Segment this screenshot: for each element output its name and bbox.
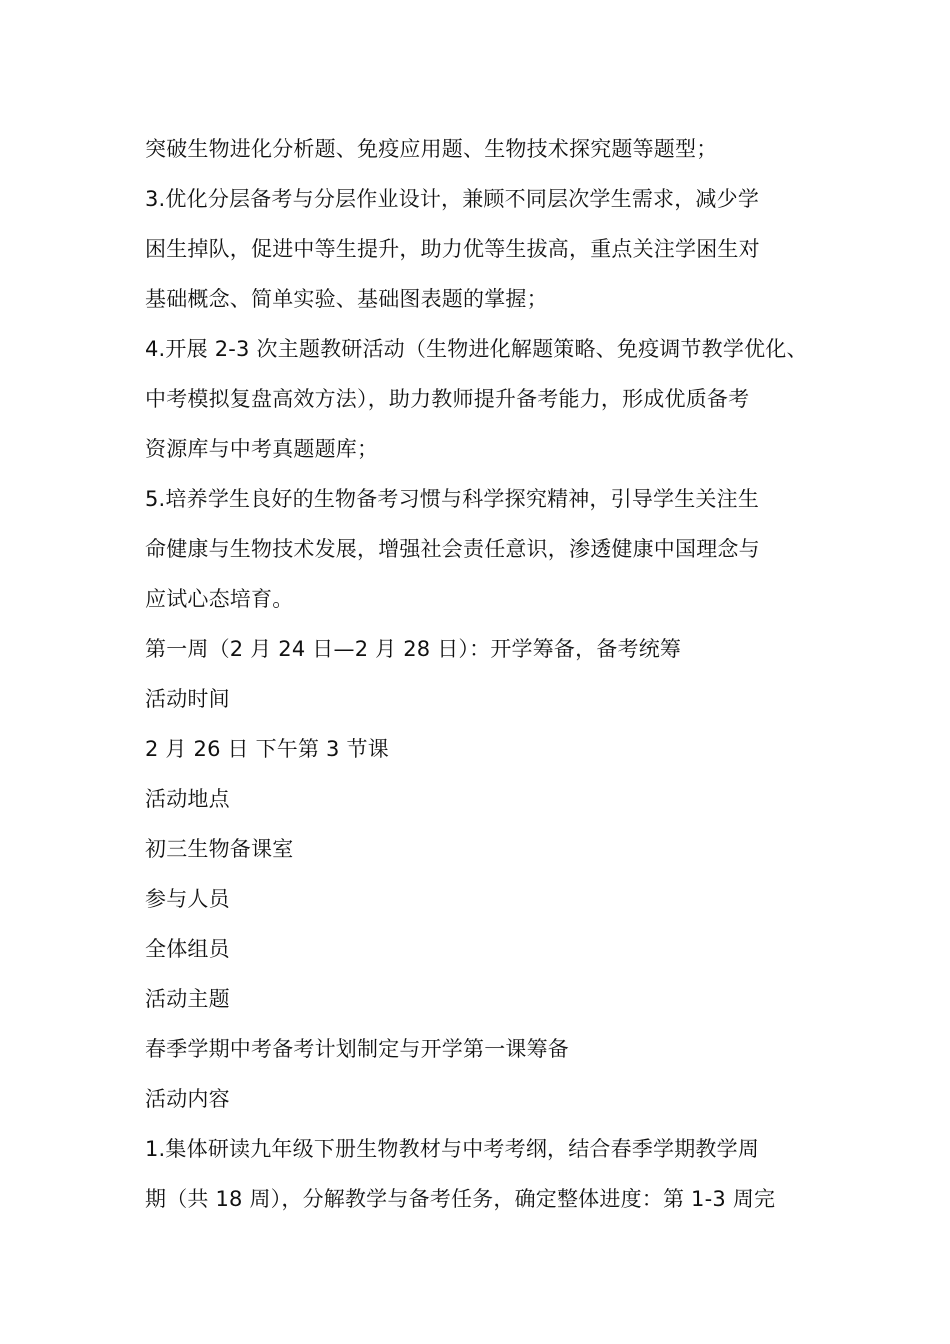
text-line: 4.开展 2-3 次主题教研活动（生物进化解题策略、免疫调节教学优化、 (145, 337, 808, 361)
document-body (145, 124, 825, 1224)
field-label-participants: 参与人员 (145, 887, 230, 911)
text-line: 命健康与生物技术发展，增强社会责任意识，渗透健康中国理念与 (145, 537, 760, 561)
field-label-topic: 活动主题 (145, 987, 230, 1011)
week-heading: 第一周（2 月 24 日—2 月 28 日）：开学筹备，备考统筹 (145, 637, 682, 661)
field-value-participants: 全体组员 (145, 937, 230, 961)
text-line: 应试心态培育。 (145, 587, 294, 611)
text-line: 突破生物进化分析题、免疫应用题、生物技术探究题等题型； (145, 137, 718, 161)
text-line: 基础概念、简单实验、基础图表题的掌握； (145, 287, 548, 311)
field-label-content: 活动内容 (145, 1087, 230, 1111)
text-line: 困生掉队，促进中等生提升，助力优等生拔高，重点关注学困生对 (145, 237, 760, 261)
field-value-location: 初三生物备课室 (145, 837, 294, 861)
text-line: 5.培养学生良好的生物备考习惯与科学探究精神，引导学生关注生 (145, 487, 760, 511)
text-line: 期（共 18 周），分解教学与备考任务，确定整体进度：第 1-3 周完 (145, 1187, 776, 1211)
field-value-time: 2 月 26 日 下午第 3 节课 (145, 737, 389, 761)
text-line: 中考模拟复盘高效方法），助力教师提升备考能力，形成优质备考 (145, 387, 750, 411)
text-line: 3.优化分层备考与分层作业设计，兼顾不同层次学生需求，减少学 (145, 187, 760, 211)
text-line: 1.集体研读九年级下册生物教材与中考考纲，结合春季学期教学周 (145, 1137, 760, 1161)
field-value-topic: 春季学期中考备考计划制定与开学第一课筹备 (145, 1037, 569, 1061)
field-label-location: 活动地点 (145, 787, 230, 811)
text-line: 资源库与中考真题题库； (145, 437, 379, 461)
field-label-time: 活动时间 (145, 687, 230, 711)
